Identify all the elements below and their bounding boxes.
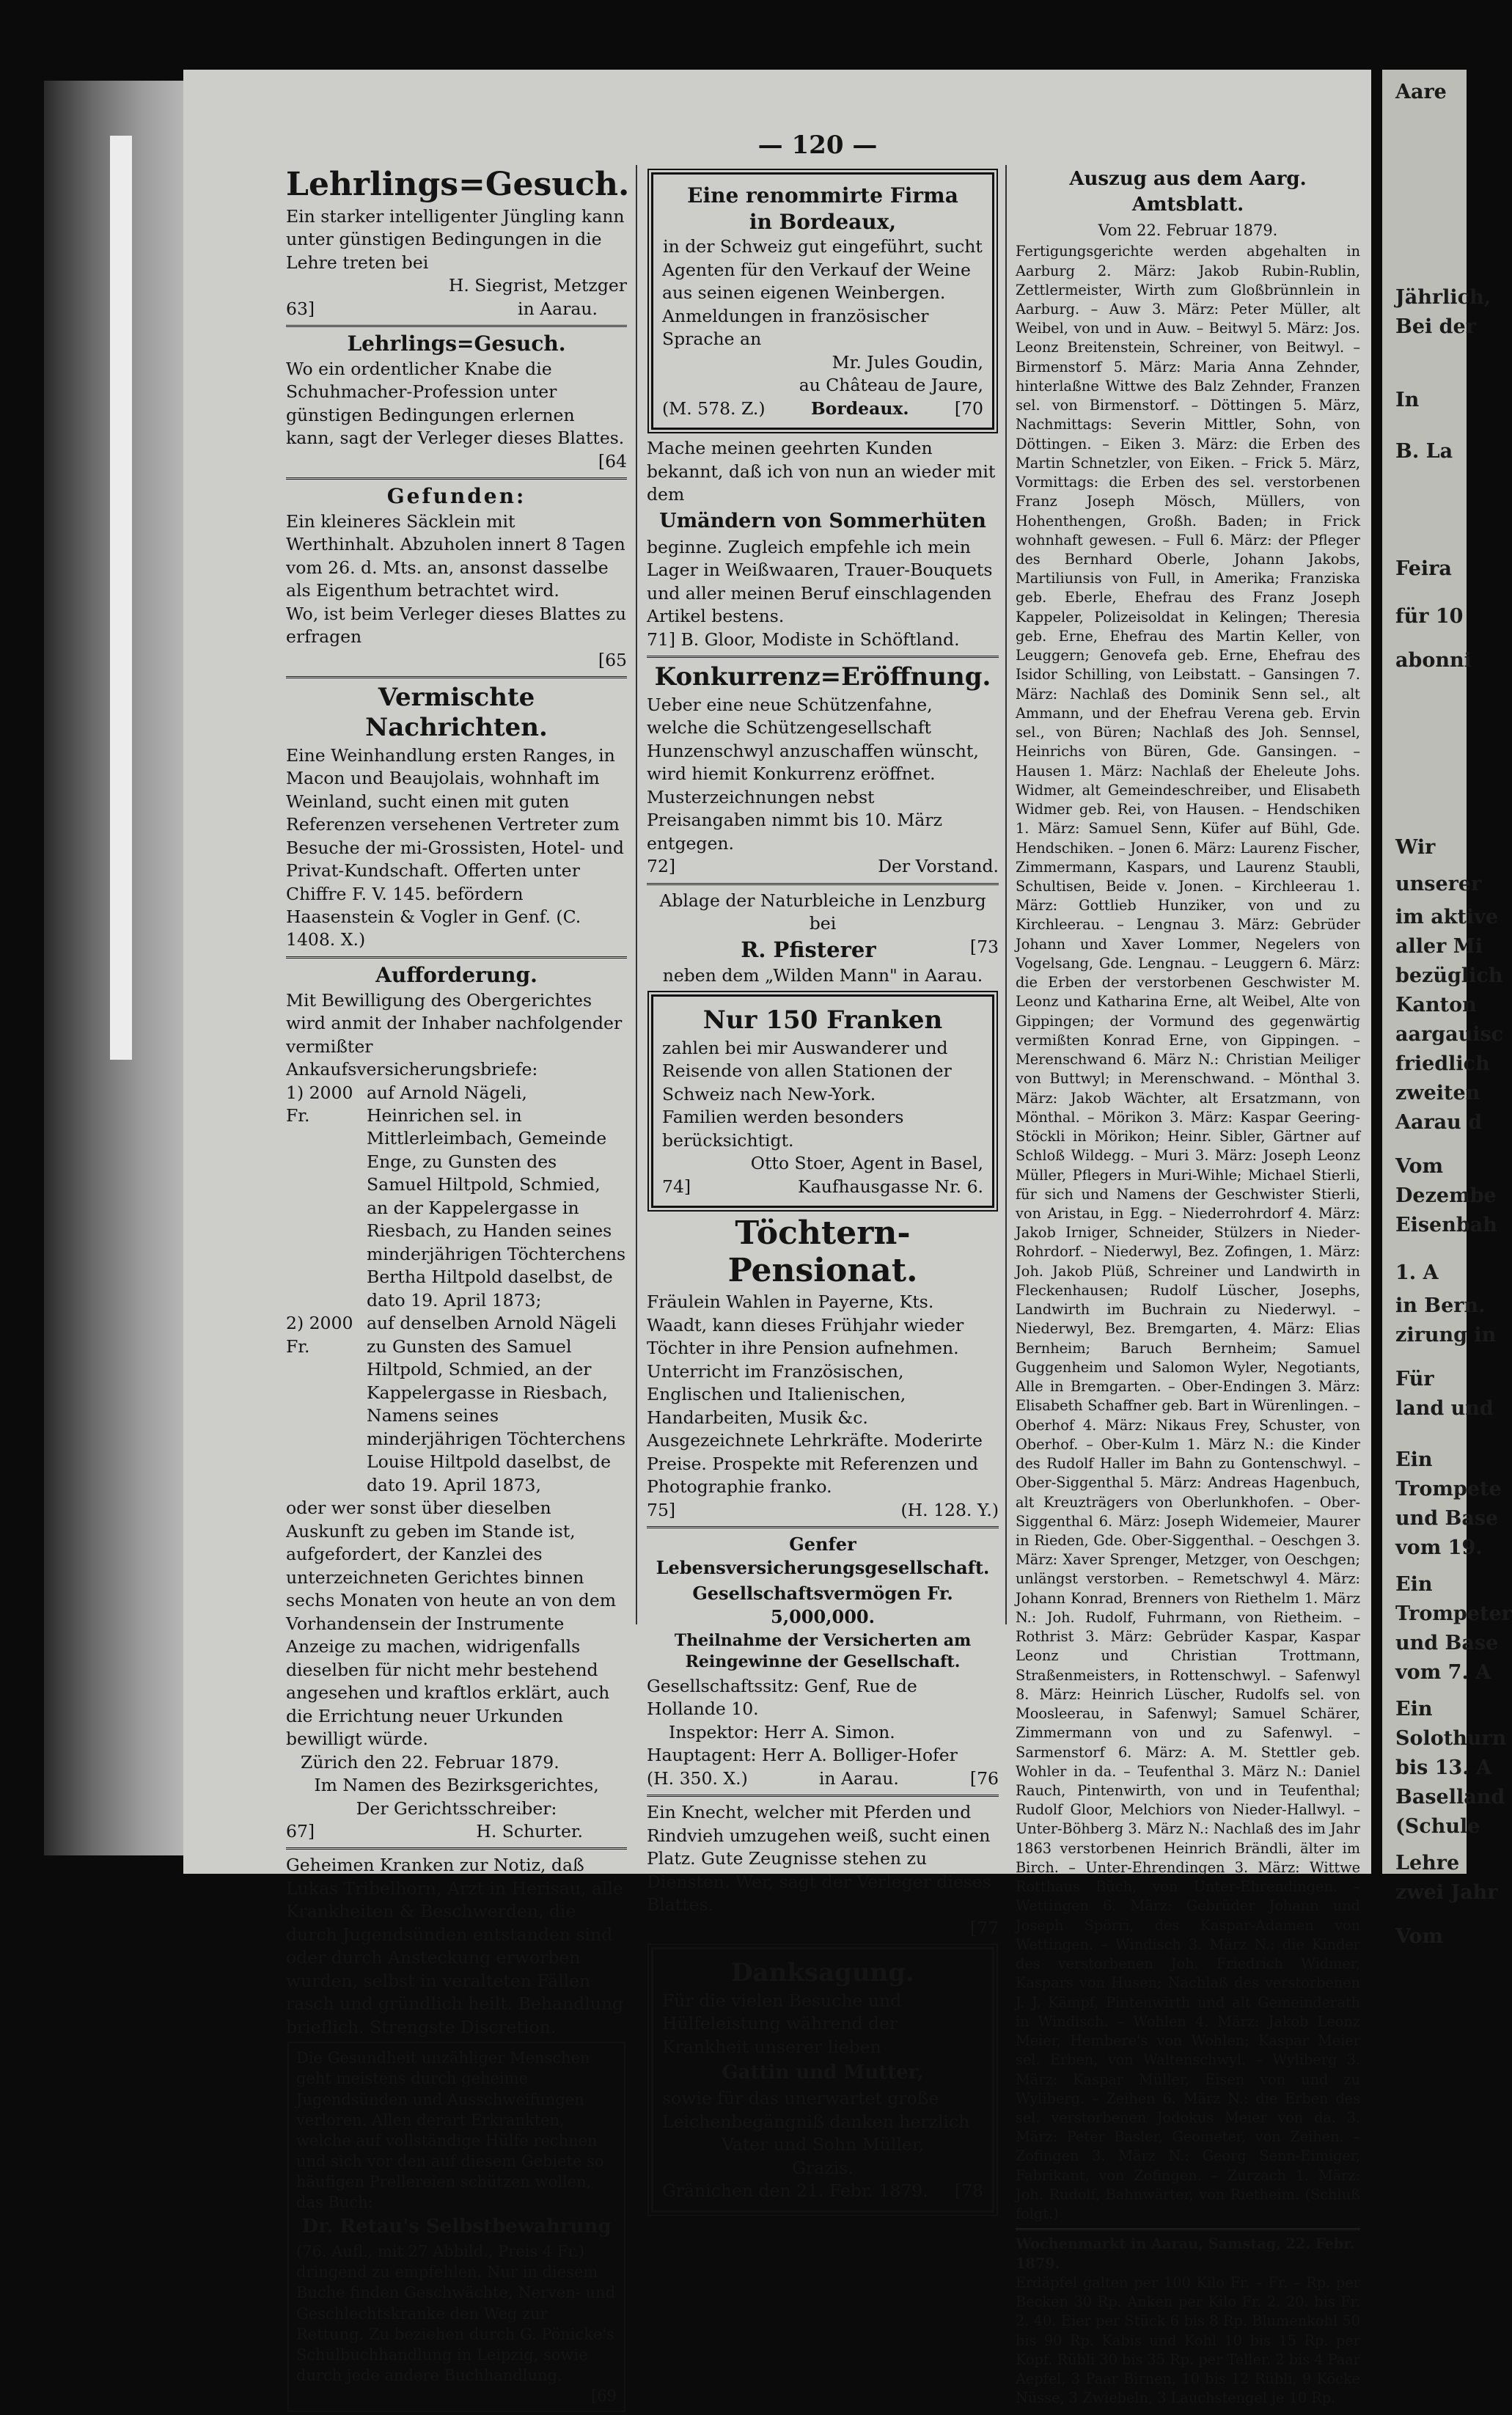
ad-code: (H. 128. Y.) — [900, 1499, 999, 1520]
adjacent-page-text: Kanton — [1395, 994, 1477, 1016]
divider — [286, 477, 627, 480]
ad-text: Eine Weinhandlung ersten Ranges, in Macon und Beaujolais, wohnhaft im Weinland, sucht einen mit guten Referenzen versehenen Vertreter zum Besuche der mi-Grossisten, Hotel- und Privat-Kundschaft. Offerten unter Chiffre F. V. 145. befördern Haasenstein & Vogler in Genf. (C. 1408. X.) — [286, 744, 624, 950]
ad-toechtern-pensionat — [647, 1215, 999, 1522]
ad-number: [64 — [598, 450, 627, 472]
adjacent-page-text: Ein — [1395, 1448, 1433, 1471]
divider — [286, 1847, 627, 1850]
ad-signature: Grazis. — [792, 2157, 854, 2178]
ad-text: Ueber eine neue Schützenfahne, welche die Schützengesellschaft Hunzenschwyl anzuschaffen wünscht, wird hiemit Konkurrenz eröffnet. — [647, 694, 979, 785]
ad-name: R. Pfisterer — [741, 937, 876, 962]
adjacent-page-text: B. La — [1395, 440, 1453, 463]
ad-text: Ablage der Naturbleiche in Lenzburg bei — [659, 890, 986, 934]
ad-number: [76 — [969, 1767, 999, 1789]
ad-text: Wo, ist beim Verleger dieses Blattes zu erfragen — [286, 603, 626, 648]
adjacent-page-text: Feira — [1395, 557, 1452, 580]
ad-text: Wo ein ordentlicher Knabe die Schuhmacher-Profession unter günstigen Bedingungen erlernen kann, sagt der Verleger dieses Blattes. — [286, 358, 625, 449]
adjacent-page-text: bis 13. A — [1395, 1756, 1492, 1779]
ad-geheimen-kranken — [286, 1854, 627, 2039]
ad-title: Vermischte Nachrichten. — [365, 683, 548, 742]
adjacent-page-text: (Schule — [1395, 1815, 1480, 1838]
ad-konkurrenz — [647, 662, 999, 879]
ad-text: Fräulein Wahlen in Payerne, Kts. Waadt, kann dieses Frühjahr wieder Töchter in ihre Pension aufnehmen. Unterricht im Französischen, Englischen und Italienischen, Handarbeiten, Musik &c. Ausgezeichnete Lehrkräfte. Moderirte Preise. Prospekte mit Referenzen und Photographie franko. — [647, 1291, 983, 1498]
ad-title: Eine renommirte Firma — [687, 183, 958, 208]
amtsblatt-text: Fertigungsgerichte werden abgehalten in Aarburg 2. März: Jakob Rubin-Rublin, Zettlermeister, Wirth zum Gloßbrünnlein in Aarburg. – Auw 3. März: Peter Müller, alt Weibel, von und in Auw. – Beitwyl 5. März: Jos. Leonz Breitenstein, Schreiner, von Beitwyl. – Birmenstorf 5. März: Maria Anna Zehnder, hinterlaßne Wittwe des Balz Zehnder, Franzen sel. von Birmenstorf. – Döttingen 5. März, Nachmittags: Severin Mittler, Sohn, von Döttingen. – Eiken 3. März: die Erben des Martin Schnetzler, von Eiken. – Frick 5. März, Vormittags: die Erben des sel. verstorbenen Franz Joseph Mösch, Müllers, von Hohenthengen, Großh. Baden; in Frick wohnhaft gewesen. – Full 6. März: der Pfleger des Bernhard Oberle, Johann Jakobs, Martiliunsis von Full, in Amerika; Franziska geb. Eberle, Ehefrau des Franz Joseph Kappeler, Polizeisoldat in Kelingen; Theresia geb. Erne, Ehefrau des Martin Keller, von Leuggern; Genovefa geb. Erne, Ehefrau des Isidor Schilling, von Leibstatt. – Gansingen 7. März: Nachlaß des Dominik Senn sel., alt Ammann, und der Ehefrau Verena geb. Ervin sel., von Büren; Nachlaß des Joh. Sennsel, Heinrichs von Büren, Gde. Gansingen. – Hausen 1. März: Nachlaß der Eheleute Johs. Widmer, alt Gemeindeschreiber, und Elisabeth Widmer geb. Rei, von Hausen. – Hendschiken 1. März: Samuel Senn, Küfer auf Bühl, Gde. Hendschiken. – Jonen 6. März: Laurenz Fischer, Zimmermann, Kaspars, und Laurenz Staubli, Schultisen, Beide v. Jonen. – Kirchleerau 1. März: Gottlieb Hunziker, von und zu Kirchleerau. – Lengnau 3. März: Gebrüder Johann und Xaver Lommer, Negelers von Vogelsang, Gde. Lengnau. – Leuggern 6. März: die Erben der verstorbenen Geschwister M. Leonz und Katharina Erne, alt Weibel, Alte von Gippingen; der Vormund des gegenwärtig vermißten Konrad Erne, von Gippingen. – Merenschwand 6. März N.: Christian Meiliger von Buttwyl; in Merenschwand. – Mönthal 3. März: Jakob Wächter, alt Ersatzmann, von Mönthal. – Mörikon 3. März: Kaspar Geering-Stöckli in Mörikon; Heinr. Sibler, Gärtner auf Schloß Wildegg. – Muri 3. März: Joseph Leonz Müller, Pflegers in Muri-Wihle; Michael Stierli, für sich und Namens der Geschwister Stierli, von Aristau, in Egg. – Niederrohrdorf 4. März: Jakob Irniger, Schneider, Stülzers in Nieder-Rohrdorf. – Niederwyl, Bez. Zofingen, 1. März: Joh. Jakob Plüß, Schreiner und Landwirth in Fleckenhausen; Rudolf Lüscher, Josephs, Landwirth im Buchrain zu Niederwyl. – Niederwyl, Bez. Bremgarten, 4. März: Elias Bernheim; Baruch Bernheim; Samuel Guggenheim und Salomon Wyler, Negotiants, Alle in Bremgarten. – Ober-Endingen 3. März: Elisabeth Schaffner geb. Bart in Würenlingen. – Oberhof 4. März: Nikaus Frey, Schuster, von Oberhof. – Ober-Kulm 1. März N.: die Kinder des Rudolf Haller im Bahn zu Gontenschwyl. – Ober-Siggenthal 5. März: Andreas Hagenbuch, alt Kreuzträgers von Oberlunkhofen. – Ober-Siggenthal 6. März: Joseph Widemeier, Maurer in Rieden, Gde. Ober-Siggenthal. – Oeschgen 3. März: Xaver Sprenger, Metzger, von Oeschgen; unlängst verstorben. – Remetschwyl 4. März: Johann Konrad, Brenners von Riethelm 1. März N.: Joh. Rudolf, Fuhrmann, von Rietheim. – Rothrist 3. März: Gebrüder Kaspar, Kaspar Leonz und Christian Trottmann, Straßenmeisters, in Rottenschwyl. – Safenwyl 8. März: Heinrich Lüscher, Rudolfs sel. von Moosleerau, in Safenwyl; Samuel Schärer, Zimmermann von und zu Safenwyl. – Sarmenstorf 6. März: A. M. Stettler geb. Wohler in da. – Teufenthal 3. März N.: Daniel Rauch, Pintenwirth, von und in Teufenthal; Rudolf Gloor, Melchiors von Nieder-Hallwyl. – Unter-Böhberg 3. März N.: Nachlaß des im Jahr 1863 verstorbenen Heinrich Brändli, älter im Birch. – Unter-Ehrendingen 3. März: Wittwe Rotthaus Büch, von Unter-Ehrendingen. – Wettingen 6. März: Gebrüder Johann und Joseph Spörri, des Kaspar-Adamen von Wettingen. – Windisch 3. März N.: die Kinder des verstorbenen Joh. Friedrich Widmer, Kaspars von Husen; Nachlaß des verstorbenen J. J. Kämpf, Pintenwirth und alt Gemeinderath in Windisch. – Wohlen 4. März: Jakob Leonz Meier, Hembere's von Wohlen; Kaspar Meier sel. Erben, von Waltenschwyl. – Wyliberg 3. März: Kaspar Müller, Eisen von und zu Wyliberg. – Zeihen 6. März N.: die Erben des sel. verstorbenen Jodokus Meier von da. 3. März: Peter Basler, Geometer, von Zeihen. – Zofingen 3. März N.: Georg Senn-Eimiger, Fabrikant, von Zofingen. – Zurzach 1. März: Joh. Rudolf, Bahnwärter, von Rietheim. (Schluß folgt.) — [1016, 243, 1360, 2223]
adjacent-page-text: Eisenbah — [1395, 1214, 1497, 1236]
ad-name: Gattin und Mutter, — [722, 2062, 924, 2084]
ad-capital: Gesellschaftsvermögen Fr. 5,000,000. — [692, 1582, 953, 1627]
ad-text: Ein starker intelligenter Jüngling kann unter günstigen Bedingungen in die Lehre treten bei — [286, 205, 625, 273]
adjacent-page-text: Aarau d — [1395, 1111, 1483, 1134]
ad-text: (76. Aufl., mit 27 Abbild., Preis 4 Fr.) dringend zu empfehlen. Nur in diesem Buche finden Geschwächte, Nerven- und Geschlechtskranke den Weg zur Rettung. Zu beziehen durch G. Pönicke's Schulbuchhandlung in Leipzig, sowie durch jede andere Buchhandlung. — [296, 2243, 616, 2384]
ad-title: Umändern von Sommerhüten — [659, 509, 986, 532]
page-number: — 120 — — [757, 131, 878, 160]
adjacent-page-text: aller Mi — [1395, 935, 1483, 958]
ad-genfer-versicherung — [647, 1533, 999, 1790]
adjacent-page-text: in Bern. — [1395, 1294, 1486, 1317]
ad-number: [69 — [591, 2387, 617, 2405]
column-3 — [1016, 165, 1360, 2408]
ad-address: au Château de Jaure, — [799, 375, 983, 396]
ad-signature: Im Namen des Bezirksgerichtes, — [314, 1775, 599, 1796]
ad-date: Zürich den 22. Februar 1879. — [301, 1751, 559, 1773]
adjacent-page-text: unserer — [1395, 873, 1482, 895]
adjacent-page-text: Baselland — [1395, 1786, 1505, 1808]
adjacent-page-text: bezüglich — [1395, 964, 1503, 987]
column-1 — [286, 165, 630, 2415]
ad-number: [78 — [954, 2180, 983, 2202]
ad-title: Gefunden: — [386, 484, 526, 509]
ad-lehrlings-gesuch-2 — [286, 331, 627, 473]
adjacent-page-text: Jährlich, — [1395, 286, 1491, 309]
divider — [286, 325, 627, 327]
adjacent-page-text: Trompeter — [1395, 1602, 1512, 1625]
ad-place: in Aarau. — [518, 298, 598, 319]
adjacent-page-text: friedlich — [1395, 1052, 1490, 1075]
adjacent-page-text: Dezembe — [1395, 1184, 1497, 1207]
ad-subtitle: Theilnahme der Versicherten am Reingewinne der Gesellschaft. — [674, 1630, 972, 1672]
ad-modiste — [647, 437, 999, 651]
ad-signature: 71] B. Gloor, Modiste in Schöftland. — [647, 629, 960, 650]
ad-signature: Der Gerichtsschreiber: — [356, 1797, 557, 1819]
item-amount: 1) 2000 Fr. — [286, 1082, 353, 1126]
adjacent-page-text: abonni — [1395, 649, 1472, 672]
adjacent-page-text: Aare — [1395, 81, 1447, 103]
ad-title: Konkurrenz=Eröffnung. — [654, 662, 991, 692]
ad-text: zahlen bei mir Auswanderer und Reisende von allen Stationen der Schweiz nach New-York. — [662, 1037, 952, 1104]
ad-text: Geheimen Kranken zur Notiz, daß Lukas Tribelhorn, Arzt in Herisau, alle Krankheiten & Beschwerden, die durch Jugendsünden entstanden sind oder durch Ansteckung erworben wurden, selbst in veralteten Fällen rasch und gründlich heilt. Behandlung brieflich. Strengste Discretion. — [286, 1855, 624, 2037]
adjacent-page-text: und Base — [1395, 1632, 1499, 1654]
ad-title: Töchtern-Pensionat. — [727, 1214, 918, 1289]
ad-date: Gränichen den 21. Febr. 1879. — [662, 2180, 928, 2202]
ad-intro: Mit Bewilligung des Obergerichtes wird anmit der Inhaber nachfolgender vermißter Ankaufsversicherungsbriefe: — [286, 989, 623, 1080]
adjacent-page-text: Lehre — [1395, 1852, 1460, 1875]
ad-number: 63] — [286, 298, 315, 319]
ad-number: 74] — [662, 1176, 691, 1197]
market-text: Erdäpfel galten per 100 Kilo Fr. – Fr. – Rp. per Becken 30 Rp. Anken per Kilo Fr. 2. 20. bis Fr. 2. 40. Eier per Stück 6 bis 8 Rp. Blumenkohl 50 bis 90 Rp. Kabis und Kohl 10 bis 15 Rp. per Kopf. Rübli 30 bis 35 Rp. per Teller. 2 bis 4 Paar Aepfel, 3 Paar Birnen, 10 bis 12 Rübli, 9 Köcke Nüsse, 3 Zwiebeln, 3 Lauchstengel je 10 Rp. — [1016, 2273, 1360, 2407]
ad-title: Nur 150 Franken — [702, 1005, 943, 1036]
ad-title: Lehrlings=Gesuch. — [347, 331, 566, 356]
divider — [647, 656, 999, 658]
ad-code: (H. 350. X.) — [647, 1767, 748, 1789]
item-text: auf Arnold Nägeli, Heinrichen sel. in Mittlerleimbach, Gemeinde Enge, zu Gunsten des Samuel Hiltpold, Schmied, an der Kappelergasse in Riesbach, zu Handen seines minderjährigen Töchterchens Bertha Hiltpold daselbst, de dato 19. April 1873; — [367, 1082, 626, 1311]
adjacent-page-text: Vom — [1395, 1925, 1444, 1948]
ad-text: Mache meinen geehrten Kunden bekannt, daß ich von nun an wieder mit dem — [647, 438, 996, 505]
ad-number: [70 — [954, 397, 983, 419]
ad-text: oder wer sonst über dieselben Auskunft zu geben im Stande ist, aufgefordert, der Kanzlei des unterzeichneten Gerichtes binnen sechs Monaten von heute an von dem Vorhandensein der Instrumente Anzeige zu machen, widrigenfalls dieselben für nicht mehr bestehend angesehen und kraftlos erklärt, auch die Errichtung neuer Urkunden bewilligt würde. — [286, 1498, 617, 1750]
section-date: Vom 22. Februar 1879. — [1098, 221, 1278, 239]
adjacent-page-text: im aktive — [1395, 906, 1499, 928]
adjacent-page-text: vom 19. — [1395, 1536, 1483, 1559]
ad-aufforderung — [286, 963, 627, 1844]
adjacent-page-text: Wir — [1395, 836, 1436, 859]
column-rule — [1005, 165, 1007, 1624]
adjacent-page-text: vom 7. A — [1395, 1661, 1491, 1684]
ad-title: Lehrlings=Gesuch. — [286, 166, 630, 203]
page-margin-strip — [110, 136, 132, 1060]
ad-title: Dr. Retau's Selbstbewahrung — [301, 2216, 612, 2238]
adjacent-page-text: und Base — [1395, 1507, 1499, 1530]
ad-seat: Gesellschaftssitz: Genf, Rue de Hollande 10. — [647, 1675, 917, 1720]
ad-text: in der Schweiz gut eingeführt, sucht — [663, 236, 983, 257]
adjacent-page-text: In — [1395, 389, 1420, 411]
ad-title: in Bordeaux, — [749, 209, 897, 234]
ad-number: 67] — [286, 1821, 315, 1842]
adjacent-page-text: Ein — [1395, 1573, 1433, 1596]
ad-signer: H. Siegrist, Metzger — [448, 275, 627, 296]
ad-number: 72] — [647, 856, 676, 877]
ad-text: neben dem „Wilden Mann" in Aarau. — [662, 964, 983, 986]
ad-number: [77 — [969, 1917, 999, 1938]
adjacent-page-text: Bei der — [1395, 315, 1476, 338]
ad-signature: Vater und Sohn Müller, — [722, 2134, 924, 2155]
adjacent-page-text: Trompete — [1395, 1478, 1502, 1500]
ad-lehrlings-gesuch-1 — [286, 166, 630, 320]
column-rule — [636, 165, 637, 1624]
ad-gefunden — [286, 484, 627, 672]
adjacent-page-text: zwei Jahr — [1395, 1881, 1498, 1904]
adjacent-page-text: zweiten — [1395, 1082, 1480, 1104]
ad-naturbleiche — [647, 890, 999, 987]
ad-signature: Der Vorstand. — [878, 856, 999, 877]
adjacent-page-text: land und — [1395, 1397, 1494, 1420]
adjacent-page-text: 1. A — [1395, 1261, 1439, 1284]
market-title: Wochenmarkt in Aarau, Samstag, 22. Febr. 1879. — [1016, 2235, 1355, 2272]
ad-text: Agenten für den Verkauf der Weine aus seinen eigenen Weinbergen. Anmeldungen in französischer Sprache an — [662, 259, 971, 350]
item-amount: 2) 2000 Fr. — [286, 1313, 353, 1357]
divider — [647, 1526, 999, 1528]
ad-text: Für die vielen Besuche und Hülfeleistung während der Krankheit unserer lieben — [662, 1990, 902, 2057]
divider — [286, 956, 627, 959]
adjacent-page-text: Solothurn — [1395, 1727, 1507, 1750]
ad-text: sowie für das unerwartet große Leichenbegängniß danken herzlich — [662, 2088, 970, 2132]
item-text: auf denselben Arnold Nägeli zu Gunsten des Samuel Hiltpold, Schmied, an der Kappelergasse in Riesbach, Namens seines minderjährigen Töchterchens Louise Hiltpold daselbst, de dato 19. April 1873, — [367, 1313, 626, 1495]
ad-vermischte-nachrichten — [286, 683, 627, 952]
ad-address: Mr. Jules Goudin, — [832, 351, 983, 373]
ad-title: Genfer Lebensversicherungsgesellschaft. — [656, 1533, 990, 1579]
ad-number: [65 — [598, 649, 627, 670]
adjacent-page-text: Ein — [1395, 1698, 1433, 1720]
ad-text: beginne. Zugleich empfehle ich mein Lager in Weißwaaren, Trauer-Bouquets und aller meinen Beruf einschlagenden Artikel bestens. — [647, 536, 993, 627]
divider — [647, 1795, 999, 1797]
ad-nur-150-franken-box — [651, 994, 994, 1208]
ad-danksagung-box — [651, 1947, 994, 2213]
adjacent-page-fragment — [1382, 70, 1512, 1948]
adjacent-page-text: für 10 — [1395, 605, 1464, 628]
ad-knecht — [647, 1801, 999, 1940]
ad-gesundheit-box — [287, 2042, 625, 2412]
ad-text: Ein Knecht, welcher mit Pferden und Rindvieh umzugehen weiß, sucht einen Platz. Gute Zeugnisse stehen zu Diensten. Wer, sagt der Verleger dieses Blattes. — [647, 1802, 991, 1916]
ad-city: Bordeaux. — [810, 397, 909, 419]
ad-text: Musterzeichnungen nebst Preisangaben nimmt bis 10. März entgegen. — [647, 786, 943, 854]
divider — [1016, 2228, 1360, 2230]
section-title: Auszug aus dem Aarg. Amtsblatt. — [1069, 168, 1307, 216]
ad-number: [73 — [969, 936, 999, 957]
column-2 — [647, 165, 999, 2220]
ad-text: Ein kleineres Säcklein mit Werthinhalt. Abzuholen innert 8 Tagen vom 26. d. Mts. an, ansonst dasselbe als Eigenthum betrachtet wird. — [286, 510, 625, 601]
ad-signature: H. Schurter. — [476, 1821, 583, 1842]
ad-title: Danksagung. — [731, 1958, 914, 1988]
adjacent-page-text: aargauisc — [1395, 1023, 1504, 1046]
ad-text: Familien werden besonders berücksichtigt. — [662, 1107, 904, 1151]
ad-number: 75] — [647, 1499, 676, 1520]
ad-agent: Hauptagent: Herr A. Bolliger-Hofer — [647, 1745, 958, 1766]
ad-place: in Aarau. — [818, 1767, 899, 1789]
ad-address: Kaufhausgasse Nr. 6. — [798, 1176, 983, 1197]
adjacent-page-text: Vom — [1395, 1155, 1444, 1178]
ad-title: Aufforderung. — [375, 962, 537, 987]
ad-text: Die Gesundheit unzähliger Menschen geht meistens durch geheime Jugendsünden und Ausschweifungen verloren. Allen derart Erkrankten, welche auf vollständige Hülfe rechnen und sich vor den auf diesem Gebiete so häufigen Prellereien schützen wollen, das Buch: — [296, 2049, 604, 2212]
divider — [647, 883, 999, 885]
ad-code: (M. 578. Z.) — [662, 397, 766, 419]
adjacent-page-text: Für — [1395, 1368, 1434, 1390]
ad-signature: Otto Stoer, Agent in Basel, — [750, 1153, 983, 1174]
ad-bordeaux-box — [651, 172, 994, 430]
ad-inspector: Inspektor: Herr A. Simon. — [669, 1721, 895, 1742]
divider — [286, 676, 627, 678]
adjacent-page-text: zirung in — [1395, 1324, 1497, 1346]
